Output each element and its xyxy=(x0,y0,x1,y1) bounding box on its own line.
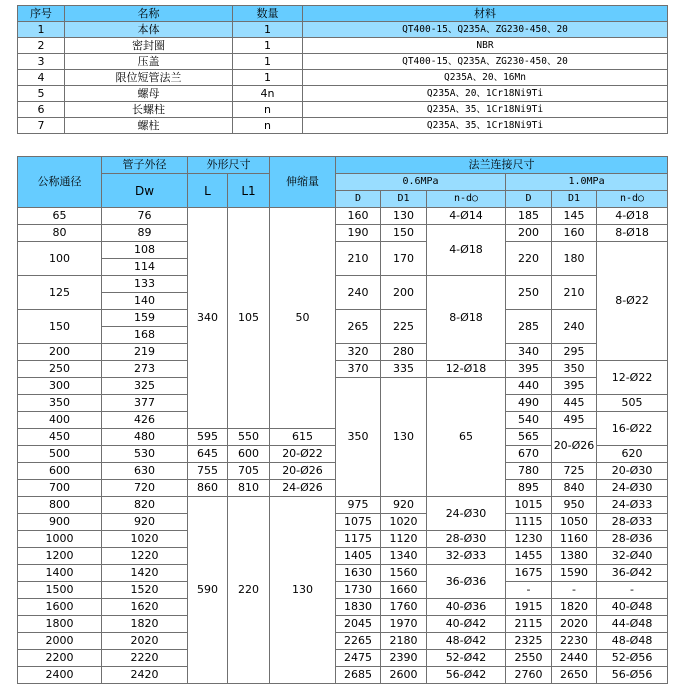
materials-header-qty: 数量 xyxy=(233,6,303,22)
p06-D-cell: 645 xyxy=(188,446,228,463)
p06-D1-cell: 2600 xyxy=(381,667,427,684)
p10-D1-cell: 725 xyxy=(552,463,597,480)
p10-D1-cell: 160 xyxy=(552,225,597,242)
p06-D1-cell: 1560 xyxy=(381,565,427,582)
nominal-size-cell: 125 xyxy=(18,276,102,310)
dims-row xyxy=(18,242,668,259)
p06-D-cell: 1175 xyxy=(336,531,381,548)
dims-row xyxy=(18,497,668,514)
p06-D1-cell: 600 xyxy=(228,446,270,463)
p10-nd-cell: 24-Ø30 xyxy=(597,480,668,497)
p10-D1-cell: 620 xyxy=(597,446,668,463)
materials-cell-qty: n xyxy=(233,102,303,118)
p06-D1-cell: 1970 xyxy=(381,616,427,633)
p06-D1-cell: 1020 xyxy=(381,514,427,531)
p10-D-cell: 185 xyxy=(506,208,552,225)
p06-D1-cell: 2180 xyxy=(381,633,427,650)
p10-nd-cell: - xyxy=(597,582,668,599)
nominal-size-cell: 600 xyxy=(18,463,102,480)
materials-row xyxy=(18,38,668,54)
materials-row xyxy=(18,54,668,70)
dims-row xyxy=(18,208,668,225)
p06-D-cell: 755 xyxy=(188,463,228,480)
p06-D-cell: 210 xyxy=(336,242,381,276)
L-cell: 590 xyxy=(188,497,228,684)
nominal-size-cell: 2400 xyxy=(18,667,102,684)
materials-cell-seq: 1 xyxy=(18,22,65,38)
p06-nd-cell: 24-Ø30 xyxy=(427,497,506,531)
materials-cell-seq: 7 xyxy=(18,118,65,134)
p10-nd-cell: 28-Ø36 xyxy=(597,531,668,548)
materials-cell-name: 压盖 xyxy=(65,54,233,70)
materials-row xyxy=(18,70,668,86)
materials-cell-seq: 6 xyxy=(18,102,65,118)
p10-D1-cell: - xyxy=(552,582,597,599)
materials-cell-name: 限位短管法兰 xyxy=(65,70,233,86)
p10-D1-cell: 1820 xyxy=(552,599,597,616)
p10-D-cell: 780 xyxy=(506,463,552,480)
dw-cell: 76 xyxy=(102,208,188,225)
dw-cell: 480 xyxy=(102,429,188,446)
p10-nd-cell: 40-Ø48 xyxy=(597,599,668,616)
materials-cell-seq: 2 xyxy=(18,38,65,54)
materials-cell-material: Q235A、20、1Cr18Ni9Ti xyxy=(303,86,668,102)
p06-nd-cell: 20-Ø22 xyxy=(270,446,336,463)
p06-D-cell: 1075 xyxy=(336,514,381,531)
L1-cell: 220 xyxy=(228,497,270,684)
p10-D1-cell: 950 xyxy=(552,497,597,514)
dims-header-row xyxy=(18,157,668,174)
header-0.6-nd: n-d○ xyxy=(427,191,506,208)
materials-row xyxy=(18,118,668,134)
p10-nd-cell: 32-Ø40 xyxy=(597,548,668,565)
p10-D-cell: 2760 xyxy=(506,667,552,684)
materials-cell-name: 本体 xyxy=(65,22,233,38)
p10-D-cell: 615 xyxy=(270,429,336,446)
p06-nd-cell: 52-Ø42 xyxy=(427,650,506,667)
expansion-cell: 50 xyxy=(270,208,336,429)
dw-cell: 1020 xyxy=(102,531,188,548)
p10-nd-cell: 52-Ø56 xyxy=(597,650,668,667)
dims-row xyxy=(18,565,668,582)
p10-D-cell: 1115 xyxy=(506,514,552,531)
materials-cell-qty: 1 xyxy=(233,22,303,38)
p10-D1-cell: 2230 xyxy=(552,633,597,650)
p10-D1-cell: 180 xyxy=(552,242,597,276)
dims-row xyxy=(18,599,668,616)
p06-D-cell: 595 xyxy=(188,429,228,446)
p10-D-cell: 250 xyxy=(506,276,552,310)
p10-D-cell: 1915 xyxy=(506,599,552,616)
p10-D1-cell: 2440 xyxy=(552,650,597,667)
materials-cell-seq: 3 xyxy=(18,54,65,70)
p06-D-cell: 975 xyxy=(336,497,381,514)
nominal-size-cell: 450 xyxy=(18,429,102,446)
nominal-size-cell: 300 xyxy=(18,378,102,395)
p10-D1-cell: 1050 xyxy=(552,514,597,531)
p06-D-cell: 1730 xyxy=(336,582,381,599)
materials-cell-name: 密封圈 xyxy=(65,38,233,54)
p10-nd-cell: 8-Ø22 xyxy=(597,242,668,361)
p06-D-cell: 540 xyxy=(506,412,552,429)
header-flange-dims: 法兰连接尺寸 xyxy=(336,157,668,174)
header-pipe-od: 管子外径 xyxy=(102,157,188,174)
dw-cell: 133 xyxy=(102,276,188,293)
header-nominal-size: 公称通径 xyxy=(18,157,102,208)
dims-row xyxy=(18,616,668,633)
materials-cell-qty: n xyxy=(233,118,303,134)
p10-D-cell: 2115 xyxy=(506,616,552,633)
dims-row xyxy=(18,310,668,327)
header-1.0-D1: D1 xyxy=(552,191,597,208)
dw-cell: 219 xyxy=(102,344,188,361)
p10-D1-cell: 565 xyxy=(506,429,552,446)
dw-cell: 1220 xyxy=(102,548,188,565)
p10-nd-cell: 44-Ø48 xyxy=(597,616,668,633)
dw-cell: 108 xyxy=(102,242,188,259)
dw-cell: 920 xyxy=(102,514,188,531)
materials-row xyxy=(18,22,668,38)
nominal-size-cell: 700 xyxy=(18,480,102,497)
p06-D-cell: 320 xyxy=(336,344,381,361)
p06-D1-cell: 170 xyxy=(381,242,427,276)
materials-cell-qty: 1 xyxy=(233,70,303,86)
dw-cell: 273 xyxy=(102,361,188,378)
materials-row xyxy=(18,86,668,102)
materials-cell-qty: 1 xyxy=(233,54,303,70)
p10-D-cell: 895 xyxy=(506,480,552,497)
materials-cell-seq: 4 xyxy=(18,70,65,86)
dims-row xyxy=(18,344,668,361)
p06-D1-cell: 920 xyxy=(381,497,427,514)
p06-D1-cell: 1760 xyxy=(381,599,427,616)
nominal-size-cell: 1000 xyxy=(18,531,102,548)
header-1.0-nd: n-d○ xyxy=(597,191,668,208)
dims-row xyxy=(18,531,668,548)
dw-cell: 140 xyxy=(102,293,188,310)
materials-cell-material: QT400-15、Q235A、ZG230-450、20 xyxy=(303,22,668,38)
p10-D1-cell: 840 xyxy=(552,480,597,497)
p10-D-cell: 1015 xyxy=(506,497,552,514)
dw-cell: 325 xyxy=(102,378,188,395)
p10-D1-cell: 1590 xyxy=(552,565,597,582)
nominal-size-cell: 65 xyxy=(18,208,102,225)
p10-nd-cell: 36-Ø42 xyxy=(597,565,668,582)
dw-cell: 2220 xyxy=(102,650,188,667)
p06-D-cell: 860 xyxy=(188,480,228,497)
nominal-size-cell: 80 xyxy=(18,225,102,242)
dw-cell: 426 xyxy=(102,412,188,429)
materials-header-row xyxy=(18,6,668,22)
p06-D-cell: 2685 xyxy=(336,667,381,684)
dims-row xyxy=(18,667,668,684)
p06-nd-cell: 16-Ø22 xyxy=(597,412,668,446)
dims-row xyxy=(18,514,668,531)
header-0.6mpa: 0.6MPa xyxy=(336,174,506,191)
p10-D1-cell: 1380 xyxy=(552,548,597,565)
p10-nd-cell: 20-Ø30 xyxy=(597,463,668,480)
p06-nd-cell: 56-Ø42 xyxy=(427,667,506,684)
materials-cell-material: Q235A、35、1Cr18Ni9Ti xyxy=(303,102,668,118)
header-1.0mpa: 1.0MPa xyxy=(506,174,668,191)
p10-D1-cell: 145 xyxy=(552,208,597,225)
p06-D1-cell: 1120 xyxy=(381,531,427,548)
dw-cell: 377 xyxy=(102,395,188,412)
L1-cell: 105 xyxy=(228,208,270,429)
p10-D1-cell: 295 xyxy=(552,344,597,361)
dims-row xyxy=(18,548,668,565)
p06-nd-cell: 28-Ø30 xyxy=(427,531,506,548)
p10-D-cell: 1675 xyxy=(506,565,552,582)
materials-header-seq: 序号 xyxy=(18,6,65,22)
p06-D1-cell: 150 xyxy=(381,225,427,242)
materials-cell-material: Q235A、35、1Cr18Ni9Ti xyxy=(303,118,668,134)
p10-D-cell: 1455 xyxy=(506,548,552,565)
p06-nd-cell: 24-Ø26 xyxy=(270,480,336,497)
p06-nd-cell: 4-Ø18 xyxy=(427,225,506,276)
p06-D-cell: 1405 xyxy=(336,548,381,565)
p10-nd-cell: 28-Ø33 xyxy=(597,514,668,531)
nominal-size-cell: 1200 xyxy=(18,548,102,565)
dw-cell: 720 xyxy=(102,480,188,497)
p10-D1-cell: 2020 xyxy=(552,616,597,633)
p06-D1-cell: 130 xyxy=(381,208,427,225)
p06-D-cell: 2475 xyxy=(336,650,381,667)
p10-nd-cell: 48-Ø48 xyxy=(597,633,668,650)
p06-D-cell: 2265 xyxy=(336,633,381,650)
nominal-size-cell: 200 xyxy=(18,344,102,361)
p06-D1-cell: 2390 xyxy=(381,650,427,667)
p06-D1-cell: 550 xyxy=(228,429,270,446)
p10-nd-cell: 4-Ø18 xyxy=(597,208,668,225)
p06-nd-cell: 8-Ø18 xyxy=(427,276,506,361)
p06-D1-cell: 395 xyxy=(552,378,597,395)
nominal-size-cell: 250 xyxy=(18,361,102,378)
dims-row xyxy=(18,582,668,599)
p10-D-cell: 340 xyxy=(506,344,552,361)
nominal-size-cell: 1500 xyxy=(18,582,102,599)
nominal-size-cell: 400 xyxy=(18,412,102,429)
header-1.0-D: D xyxy=(506,191,552,208)
nominal-size-cell: 1400 xyxy=(18,565,102,582)
nominal-size-cell: 150 xyxy=(18,310,102,344)
materials-cell-qty: 4n xyxy=(233,86,303,102)
materials-table xyxy=(17,5,668,134)
nominal-size-cell: 800 xyxy=(18,497,102,514)
p10-D-cell: 285 xyxy=(506,310,552,344)
dw-cell: 1620 xyxy=(102,599,188,616)
header-expansion: 伸缩量 xyxy=(270,157,336,208)
materials-cell-name: 螺柱 xyxy=(65,118,233,134)
nominal-size-cell: 500 xyxy=(18,446,102,463)
p06-nd-cell: 4-Ø14 xyxy=(427,208,506,225)
p06-D1-cell: 1340 xyxy=(381,548,427,565)
p06-D1-cell: 810 xyxy=(228,480,270,497)
materials-row xyxy=(18,102,668,118)
materials-cell-material: QT400-15、Q235A、ZG230-450、20 xyxy=(303,54,668,70)
p06-D-cell: 490 xyxy=(506,395,552,412)
materials-cell-name: 长螺柱 xyxy=(65,102,233,118)
dw-cell: 159 xyxy=(102,310,188,327)
p06-D1-cell: 1660 xyxy=(381,582,427,599)
L-cell: 340 xyxy=(188,208,228,429)
p06-nd-cell: 36-Ø36 xyxy=(427,565,506,599)
p06-D-cell: 190 xyxy=(336,225,381,242)
L-cell: 350 xyxy=(336,378,381,497)
dims-row xyxy=(18,276,668,293)
dw-cell: 1820 xyxy=(102,616,188,633)
header-overall-dims: 外形尺寸 xyxy=(188,157,270,174)
dims-row xyxy=(18,650,668,667)
dw-cell: 630 xyxy=(102,463,188,480)
materials-cell-material: NBR xyxy=(303,38,668,54)
materials-cell-seq: 5 xyxy=(18,86,65,102)
materials-cell-qty: 1 xyxy=(233,38,303,54)
p10-D-cell: 200 xyxy=(506,225,552,242)
p10-D-cell: 220 xyxy=(506,242,552,276)
p06-nd-cell: 20-Ø26 xyxy=(270,463,336,480)
p06-D1-cell: 705 xyxy=(228,463,270,480)
dims-row xyxy=(18,378,668,395)
p10-nd-cell: 8-Ø18 xyxy=(597,225,668,242)
dw-cell: 820 xyxy=(102,497,188,514)
p06-D-cell: 440 xyxy=(506,378,552,395)
header-0.6-D: D xyxy=(336,191,381,208)
header-0.6-D1: D1 xyxy=(381,191,427,208)
dw-cell: 1420 xyxy=(102,565,188,582)
dims-row xyxy=(18,633,668,650)
dw-cell: 530 xyxy=(102,446,188,463)
dims-header-row xyxy=(18,174,668,191)
dw-cell: 1520 xyxy=(102,582,188,599)
p06-D-cell: 1630 xyxy=(336,565,381,582)
dw-cell: 168 xyxy=(102,327,188,344)
p06-D1-cell: 335 xyxy=(381,361,427,378)
p06-D-cell: 240 xyxy=(336,276,381,310)
p06-D-cell: 2045 xyxy=(336,616,381,633)
header-L: L xyxy=(188,174,228,208)
p10-D-cell: 505 xyxy=(597,395,668,412)
dimensions-table xyxy=(17,156,668,684)
p10-D1-cell: 350 xyxy=(552,361,597,378)
p06-D1-cell: 445 xyxy=(552,395,597,412)
p10-D-cell: 2550 xyxy=(506,650,552,667)
dims-row xyxy=(18,361,668,378)
p10-D1-cell: 240 xyxy=(552,310,597,344)
nominal-size-cell: 900 xyxy=(18,514,102,531)
p10-nd-cell: 56-Ø56 xyxy=(597,667,668,684)
expansion-cell: 130 xyxy=(270,497,336,684)
nominal-size-cell: 2000 xyxy=(18,633,102,650)
p06-D1-cell: 225 xyxy=(381,310,427,344)
p06-nd-cell: 32-Ø33 xyxy=(427,548,506,565)
nominal-size-cell: 2200 xyxy=(18,650,102,667)
p06-nd-cell: 48-Ø42 xyxy=(427,633,506,650)
p06-nd-cell: 40-Ø36 xyxy=(427,599,506,616)
p06-D-cell: 160 xyxy=(336,208,381,225)
p06-nd-cell: 12-Ø18 xyxy=(427,361,506,378)
materials-cell-name: 螺母 xyxy=(65,86,233,102)
L1-cell: 130 xyxy=(381,378,427,497)
p10-D-cell: 1230 xyxy=(506,531,552,548)
p10-D-cell: 670 xyxy=(506,446,552,463)
p10-D1-cell: 1160 xyxy=(552,531,597,548)
p10-nd-cell: 12-Ø22 xyxy=(597,361,668,395)
p10-D1-cell: 210 xyxy=(552,276,597,310)
nominal-size-cell: 100 xyxy=(18,242,102,276)
materials-cell-material: Q235A、20、16Mn xyxy=(303,70,668,86)
p10-nd-cell: 24-Ø33 xyxy=(597,497,668,514)
expansion-cell: 65 xyxy=(427,378,506,497)
nominal-size-cell: 1800 xyxy=(18,616,102,633)
p10-D-cell: 2325 xyxy=(506,633,552,650)
p10-D-cell: 395 xyxy=(506,361,552,378)
p06-nd-cell: 40-Ø42 xyxy=(427,616,506,633)
dims-row xyxy=(18,225,668,242)
dw-cell: 2420 xyxy=(102,667,188,684)
dw-cell: 89 xyxy=(102,225,188,242)
p06-D-cell: 370 xyxy=(336,361,381,378)
p06-D1-cell: 280 xyxy=(381,344,427,361)
dw-cell: 2020 xyxy=(102,633,188,650)
nominal-size-cell: 350 xyxy=(18,395,102,412)
nominal-size-cell: 1600 xyxy=(18,599,102,616)
p10-D-cell: - xyxy=(506,582,552,599)
p06-D-cell: 1830 xyxy=(336,599,381,616)
header-dw: Dw xyxy=(102,174,188,208)
p10-D1-cell: 2650 xyxy=(552,667,597,684)
materials-header-name: 名称 xyxy=(65,6,233,22)
dw-cell: 114 xyxy=(102,259,188,276)
materials-header-material: 材料 xyxy=(303,6,668,22)
p06-D1-cell: 495 xyxy=(552,412,597,429)
p10-nd-cell: 20-Ø26 xyxy=(552,429,597,463)
p06-D1-cell: 200 xyxy=(381,276,427,310)
header-L1: L1 xyxy=(228,174,270,208)
p06-D-cell: 265 xyxy=(336,310,381,344)
